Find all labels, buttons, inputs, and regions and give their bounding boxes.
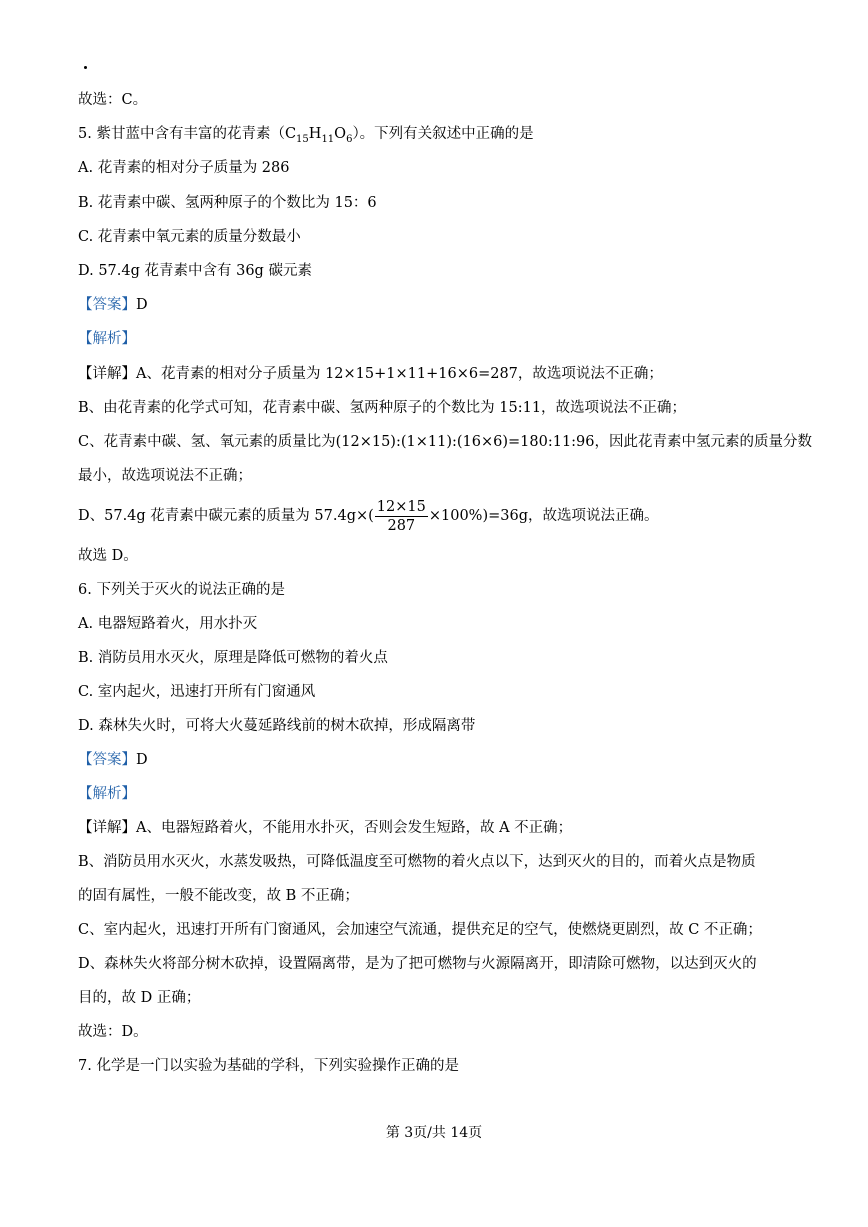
q6-analysis-tag: 【解析】 xyxy=(78,786,136,802)
q6-answer: 【答案】D xyxy=(78,752,148,768)
q5-explain-c1: C、花青素中碳、氢、氧元素的质量比为(12×15):(1×11):(16×6)=180:11:96，因此花青素中氢元素的质量分数 xyxy=(78,434,813,450)
q5-explain-d: D、57.4g 花青素中碳元素的质量为 57.4g×( $\frac{12\times 15}{287}$ ×100%)=36g，故选项说法正确。 xyxy=(78,498,659,534)
q6-explain-d2: 目的，故 D 正确； xyxy=(78,990,201,1006)
q6-explain-c: C、室内起火，迅速打开所有门窗通风，会加速空气流通，提供充足的空气，使燃烧更剧烈，故 C 不正确； xyxy=(78,922,762,938)
q6-selection: 故选：D。 xyxy=(78,1024,148,1040)
q5-selection: 故选 D。 xyxy=(78,548,138,564)
q5-option-b: B. 花青素中碳、氢两种原子的个数比为 15：6 xyxy=(78,195,377,211)
answer-tag: 【答案】 xyxy=(78,297,136,313)
q5-answer: 【答案】D xyxy=(78,297,148,313)
question-7: 7. 化学是一门以实验为基础的学科，下列实验操作正确的是 xyxy=(78,1058,459,1074)
bullet-dot xyxy=(84,66,87,69)
page-footer: 第 3页/共 14页 xyxy=(385,1125,483,1141)
q6-option-a: A. 电器短路着火，用水扑灭 xyxy=(78,616,258,632)
question-5: 5. 紫甘蓝中含有丰富的花青素$(C_{15}H_{11}O_6)$。下列有关叙述中正确的是 xyxy=(78,126,534,145)
q6-explain-d1: D、森林失火将部分树木砍掉，设置隔离带，是为了把可燃物与火源隔离开，即清除可燃物，以达到灭火的 xyxy=(78,956,757,972)
q6-option-c: C. 室内起火，迅速打开所有门窗通风 xyxy=(78,684,316,700)
q6-explain-b2: 的固有属性，一般不能改变，故 B 不正确； xyxy=(78,888,359,904)
q6-option-d: D. 森林失火时，可将大火蔓延路线前的树木砍掉，形成隔离带 xyxy=(78,718,476,734)
q5-explain-b: B、由花青素的化学式可知，花青素中碳、氢两种原子的个数比为 15:11，故选项说法不正确； xyxy=(78,400,687,416)
q5-analysis-tag: 【解析】 xyxy=(78,331,136,347)
q5-option-d: D. 57.4g 花青素中含有 36g 碳元素 xyxy=(78,263,312,279)
q6-explain-a: 【详解】A、电器短路着火，不能用水扑灭，否则会发生短路，故 A 不正确； xyxy=(78,820,573,836)
q6-explain-b1: B、消防员用水灭火，水蒸发吸热，可降低温度至可燃物的着火点以下，达到灭火的目的，而着火点是物质 xyxy=(78,854,756,870)
answer-prev: 故选：C。 xyxy=(78,92,148,108)
q5-option-c: C. 花青素中氧元素的质量分数最小 xyxy=(78,229,301,245)
q5-explain-c2: 最小，故选项说法不正确； xyxy=(78,468,252,484)
fraction: $\frac{12\times 15}{287}$ xyxy=(376,498,426,534)
q5-option-a: A. 花青素的相对分子质量为 286 xyxy=(78,160,290,176)
q6-option-b: B. 消防员用水灭火，原理是降低可燃物的着火点 xyxy=(78,650,388,666)
question-6: 6. 下列关于灭火的说法正确的是 xyxy=(78,582,285,598)
q5-explain-a: 【详解】A、花青素的相对分子质量为 12×15+1×11+16×6=287，故选项说法不正确； xyxy=(78,366,663,382)
